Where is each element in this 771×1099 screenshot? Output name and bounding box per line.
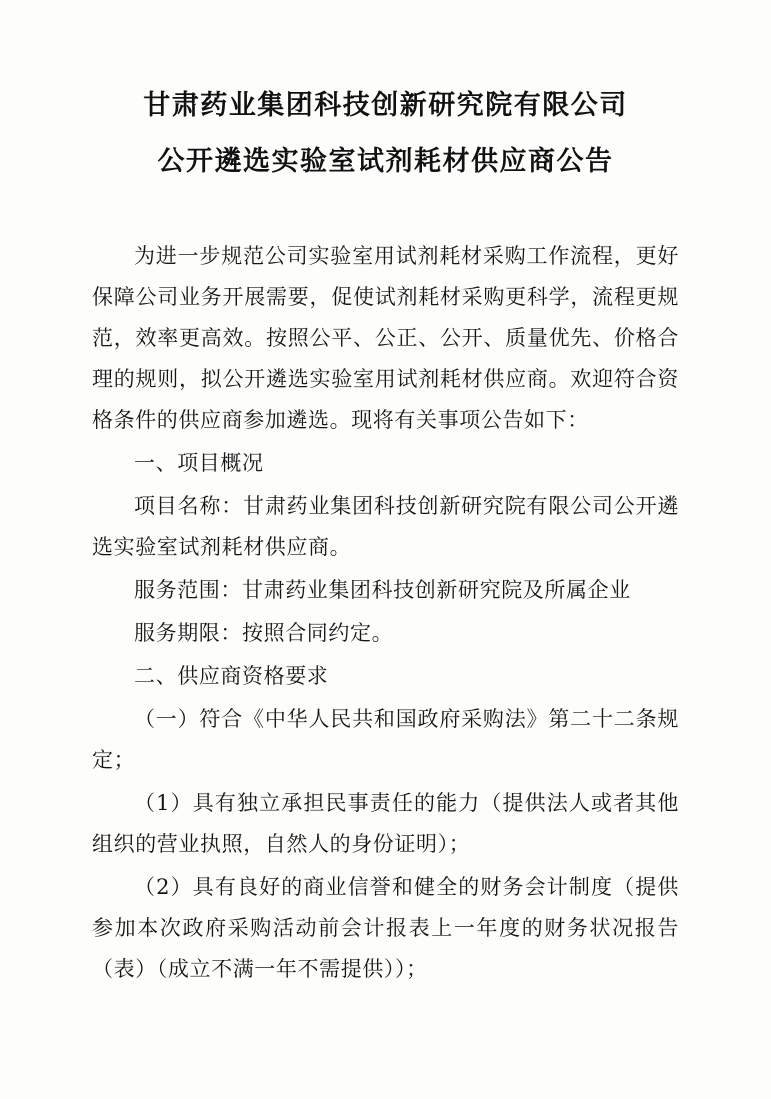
- document-title: [92, 78, 679, 190]
- title-line-2: 公开遴选实验室试剂耗材供应商公告: [157, 146, 614, 177]
- paragraph-intro: 为进一步规范公司实验室用试剂耗材采购工作流程，更好保障公司业务开展需要，促使试剂耗材采购更科学，流程更规范，效率更高效。按照公平、公正、公开、质量优先、价格合理的规则，拟公开遴选实验室用试剂耗材供应商。欢迎符合资格条件的供应商参加遴选。现将有关事项公告如下：: [92, 244, 679, 432]
- paragraph-service-term: 服务期限：按照合同约定。: [134, 621, 394, 645]
- paragraph-qualification-sub-1: （1）具有独立承担民事责任的能力（提供法人或者其他组织的营业执照，自然人的身份证明）；: [92, 791, 679, 856]
- paragraph-project-name: 项目名称：甘肃药业集团科技创新研究院有限公司公开遴选实验室试剂耗材供应商。: [92, 494, 679, 559]
- section-heading-supplier-qualification: 二、供应商资格要求: [134, 664, 329, 688]
- paragraph-qualification-item-1: （一）符合《中华人民共和国政府采购法》第二十二条规定；: [92, 707, 679, 772]
- section-heading-project-overview: 一、项目概况: [134, 451, 264, 475]
- title-line-1: 甘肃药业集团科技创新研究院有限公司: [143, 90, 628, 121]
- paragraph-qualification-sub-2: （2）具有良好的商业信誉和健全的财务会计制度（提供参加本次政府采购活动前会计报表上一年度的财务状况报告（表）（成立不满一年不需提供））；: [92, 875, 679, 981]
- document-body: [92, 236, 679, 990]
- paragraph-service-scope: 服务范围：甘肃药业集团科技创新研究院及所属企业: [134, 578, 631, 602]
